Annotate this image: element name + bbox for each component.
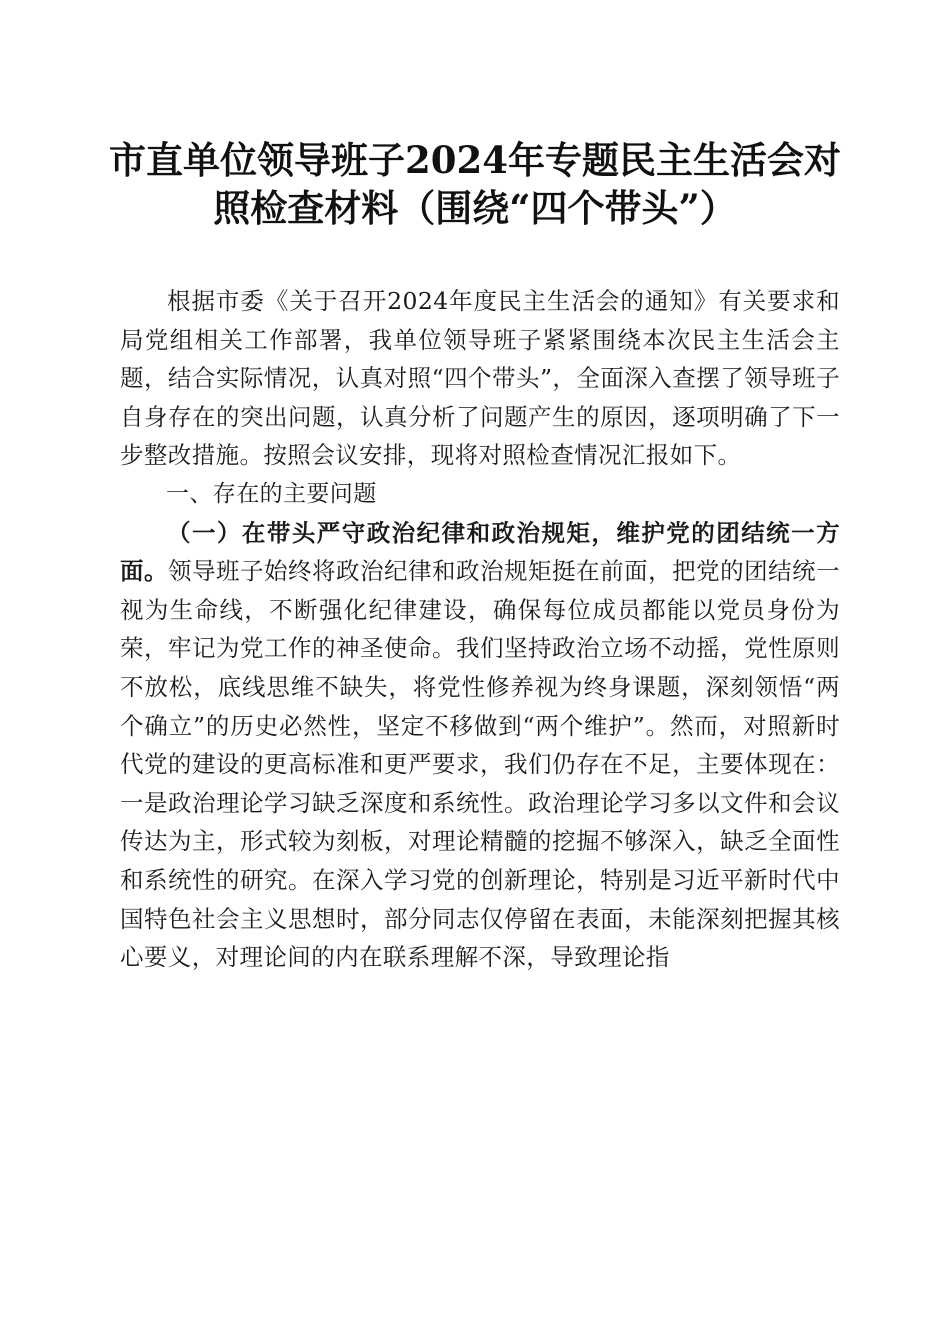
section-heading-1: 一、存在的主要问题 [166, 480, 377, 507]
subsection-heading-1: （一）在带头严守政治纪律和政治规矩，维护党的团结统一方面。 [120, 518, 840, 586]
subsection-paragraph-1 [120, 514, 840, 977]
title-line-2: 照检查材料（围绕“四个带头”） [213, 186, 737, 230]
intro-paragraph: 根据市委《关于召开2024年度民主生活会的通知》有关要求和局党组相关工作部署，我单位领导班子紧紧围绕本次民主生活会主题，结合实际情况，认真对照“四个带头”，全面深入查摆了领导班子自身存在的突出问题，认真分析了问题产生的原因，逐项明确了下一步整改措施。按照会议安排，现将对照检查情况汇报如下。 [120, 287, 840, 470]
document-body [120, 282, 840, 977]
document-title [90, 136, 860, 232]
title-line-1: 市直单位领导班子2024年专题民主生活会对 [109, 138, 841, 182]
subsection-body-1: 领导班子始终将政治纪律和政治规矩挺在前面，把党的团结统一视为生命线，不断强化纪律建设，确保每位成员都能以党员身份为荣，牢记为党工作的神圣使命。我们坚持政治立场不动摇，党性原则不放松，底线思维不缺失，将党性修养视为终身课题，深刻领悟“两个确立”的历史必然性，坚定不移做到“两个维护”。然而，对照新时代党的建设的更高标准和更严要求，我们仍存在不足，主要体现在：一是政治理论学习缺乏深度和系统性。政治理论学习多以文件和会议传达为主，形式较为刻板，对理论精髓的挖掘不够深入，缺乏全面性和系统性的研究。在深入学习党的创新理论，特别是习近平新时代中国特色社会主义思想时，部分同志仅停留在表面，未能深刻把握其核心要义，对理论间的内在联系理解不深，导致理论指 [120, 557, 840, 972]
